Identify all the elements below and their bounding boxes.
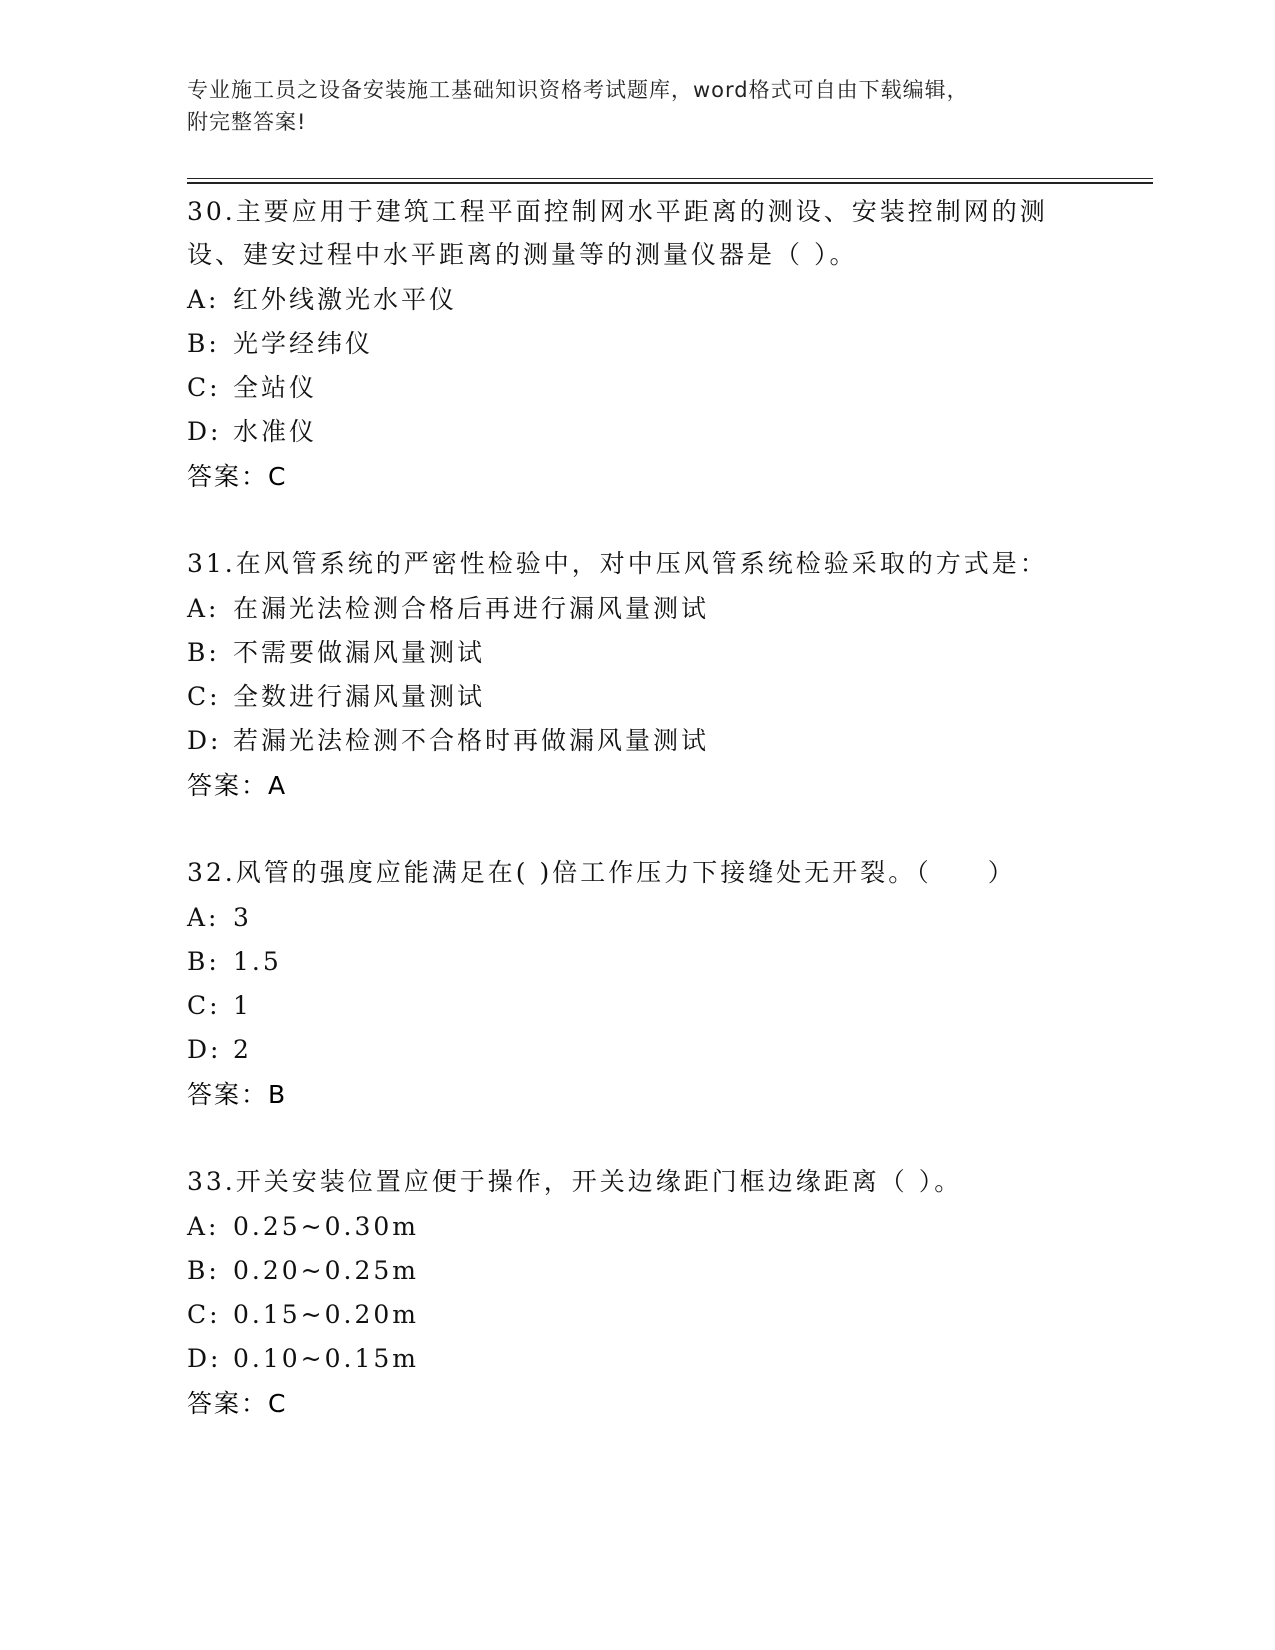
answer-line: 答案：B [187, 1080, 288, 1109]
option-letter: A: [187, 903, 220, 932]
answer-line: 答案：A [187, 771, 288, 800]
option-letter: D: [187, 1344, 222, 1373]
question-30 [187, 190, 1067, 500]
question-list [187, 190, 1067, 1469]
answer-line: 答案：C [187, 1389, 288, 1418]
option-a [187, 278, 1067, 322]
question-stem: 30.主要应用于建筑工程平面控制网水平距离的测设、安装控制网的测设、建安过程中水平距离的测量等的测量仪器是（ ）。 [187, 197, 1048, 269]
option-text: 水准仪 [233, 417, 318, 446]
option-c [187, 675, 1067, 719]
option-letter: C: [187, 991, 221, 1020]
header-divider-thin [187, 178, 1153, 179]
option-text: 光学经纬仪 [233, 329, 374, 358]
option-text: 红外线激光水平仪 [233, 285, 458, 314]
option-text: 若漏光法检测不合格时再做漏风量测试 [233, 726, 710, 755]
option-letter: A: [187, 285, 220, 314]
option-letter: A: [187, 594, 220, 623]
option-c [187, 984, 1067, 1028]
option-b [187, 322, 1067, 366]
option-c [187, 366, 1067, 410]
option-letter: C: [187, 682, 221, 711]
option-letter: B: [187, 947, 220, 976]
option-letter: C: [187, 1300, 221, 1329]
option-letter: D: [187, 726, 222, 755]
option-text: 在漏光法检测合格后再进行漏风量测试 [233, 594, 710, 623]
question-32 [187, 851, 1067, 1118]
option-letter: B: [187, 329, 220, 358]
option-text: 0.15~0.20m [233, 1300, 419, 1329]
option-text: 不需要做漏风量测试 [233, 638, 486, 667]
header-line-1: 专业施工员之设备安装施工基础知识资格考试题库，word格式可自由下载编辑， [187, 78, 969, 102]
option-text: 0.25~0.30m [233, 1212, 419, 1241]
header-divider-thick [187, 182, 1153, 184]
option-a [187, 587, 1067, 631]
question-33 [187, 1160, 1067, 1427]
document-header [187, 74, 1067, 138]
option-text: 0.10~0.15m [233, 1344, 419, 1373]
option-text: 2 [233, 1035, 252, 1064]
option-d [187, 410, 1067, 454]
question-stem: 33.开关安装位置应便于操作，开关边缘距门框边缘距离（ ）。 [187, 1167, 963, 1196]
header-line-2: 附完整答案! [187, 110, 307, 134]
option-d [187, 1028, 1067, 1072]
option-b [187, 940, 1067, 984]
question-stem: 31.在风管系统的严密性检验中，对中压风管系统检验采取的方式是： [187, 549, 1048, 578]
option-a [187, 1205, 1067, 1249]
question-31 [187, 542, 1067, 809]
option-text: 0.20~0.25m [233, 1256, 419, 1285]
option-letter: C: [187, 373, 221, 402]
option-a [187, 896, 1067, 940]
option-letter: D: [187, 417, 222, 446]
option-c [187, 1293, 1067, 1337]
option-text: 1.5 [233, 947, 282, 976]
option-d [187, 1337, 1067, 1381]
option-letter: B: [187, 1256, 220, 1285]
option-b [187, 631, 1067, 675]
answer-line: 答案：C [187, 462, 288, 491]
option-text: 全数进行漏风量测试 [233, 682, 486, 711]
option-text: 3 [233, 903, 252, 932]
option-text: 全站仪 [233, 373, 318, 402]
option-letter: D: [187, 1035, 222, 1064]
question-stem: 32.风管的强度应能满足在( )倍工作压力下接缝处无开裂。（ ） [187, 858, 1016, 887]
option-letter: B: [187, 638, 220, 667]
option-text: 1 [233, 991, 252, 1020]
option-letter: A: [187, 1212, 220, 1241]
option-b [187, 1249, 1067, 1293]
option-d [187, 719, 1067, 763]
